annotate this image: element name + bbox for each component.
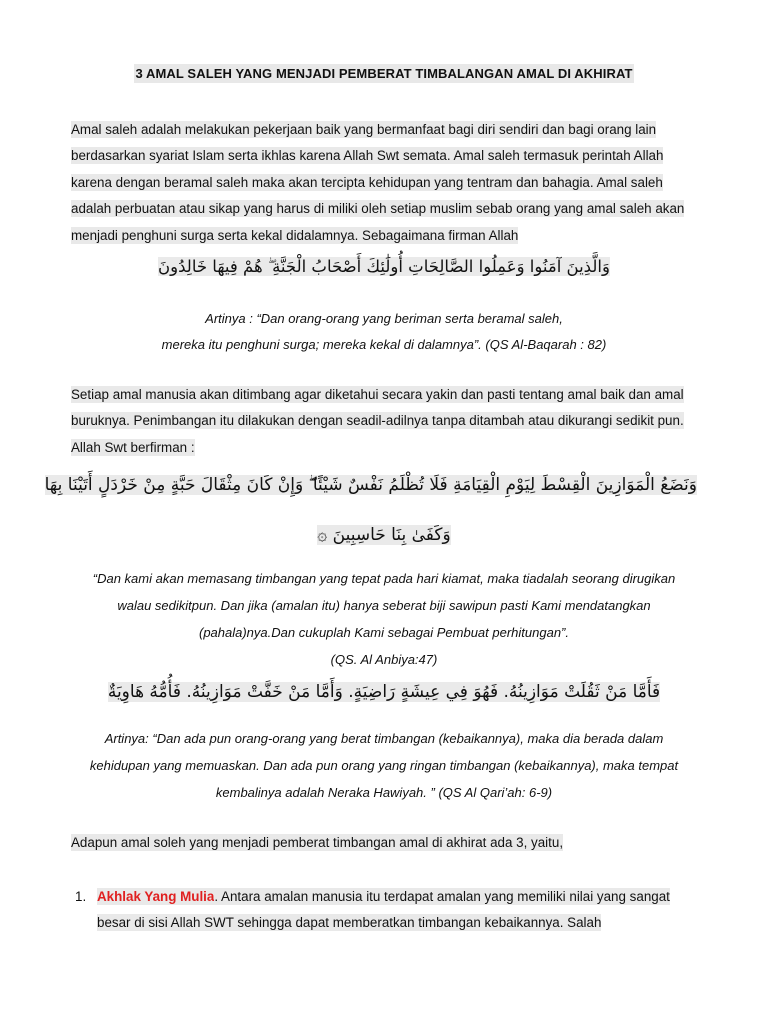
document-title: 3 AMAL SALEH YANG MENJADI PEMBERAT TIMBALANGAN AMAL DI AKHIRAT	[135, 66, 633, 81]
translation-line: Artinya : “Dan orang-orang yang beriman serta beramal saleh,	[205, 311, 563, 326]
translation-line: kehidupan yang memuaskan. Dan ada pun orang yang ringan timbangan (kebaikannya), maka tempat	[89, 758, 679, 773]
translation-anbiya	[71, 565, 697, 673]
paragraph-weighing: Setiap amal manusia akan ditimbang agar diketahui secara yakin dan pasti tentang amal baik dan amal buruknya. Penimbangan itu dilakukan dengan seadil-adilnya tanpa ditambah atau dikurangi sedikit pun. Allah Swt berfirman :	[71, 387, 684, 455]
list-item-heading: Akhlak Yang Mulia	[97, 889, 215, 904]
arabic-verse-baqarah: وَالَّذِينَ آمَنُوا وَعَمِلُوا الصَّالِحَاتِ أُولَٰئِكَ أَصْحَابُ الْجَنَّةِ ۖ هُمْ فِيهَا خَالِدُونَ	[158, 257, 610, 276]
numbered-list	[71, 884, 697, 937]
arabic-verse-anbiya-line2: وَكَفَىٰ بِنَا حَاسِبِينَ ۞	[317, 525, 451, 545]
translation-line: “Dan kami akan memasang timbangan yang tepat pada hari kiamat, maka tiadalah seorang dirugikan	[92, 571, 676, 586]
translation-qariah	[71, 725, 697, 806]
translation-line: Artinya: “Dan ada pun orang-orang yang berat timbangan (kebaikannya), maka dia berada dalam	[104, 731, 664, 746]
arabic-verse-qariah: فَأَمَّا مَنْ ثَقُلَتْ مَوَازِينُهُ. فَهُوَ فِي عِيشَةٍ رَاضِيَةٍ. وَأَمَّا مَنْ خَفَّتْ مَوَازِينُهُ. فَأُمُّهُ هَاوِيَةٌ	[107, 682, 661, 702]
list-item	[71, 884, 697, 937]
verse-reference: (QS. Al Anbiya:47)	[330, 652, 438, 667]
arabic-verse-anbiya-line1: وَنَضَعُ الْمَوَازِينَ الْقِسْطَ لِيَوْمِ الْقِيَامَةِ فَلَا تُظْلَمُ نَفْسٌ شَيْئًا ۖ وَإِنْ كَانَ مِثْقَالَ حَبَّةٍ مِنْ خَرْدَلٍ أَتَيْنَا بِهَا	[44, 475, 697, 495]
translation-line: walau sedikitpun. Dan jika (amalan itu) hanya seberat biji sawipun pasti Kami mendatangkan	[117, 598, 651, 613]
translation-line: mereka itu penghuni surga; mereka kekal di dalamnya”. (QS Al-Baqarah : 82)	[161, 337, 607, 352]
list-item-text: . Antara amalan manusia itu terdapat amalan yang memiliki nilai yang sangat besar di sisi Allah SWT sehingga dapat memberatkan timbangan kebaikannya. Salah	[97, 889, 670, 931]
translation-baqarah	[71, 306, 697, 358]
paragraph-intro: Amal saleh adalah melakukan pekerjaan baik yang bermanfaat bagi diri sendiri dan bagi orang lain berdasarkan syariat Islam serta ikhlas karena Allah Swt semata. Amal saleh termasuk perintah Allah karena dengan beramal saleh maka akan tercipta kehidupan yang tentram dan bahagia. Amal saleh adalah perbuatan atau sikap yang harus di miliki oleh setiap muslim sebab orang yang amal saleh akan menjadi penghuni surga serta kekal didalamnya. Sebagaimana firman Allah	[71, 122, 685, 243]
paragraph-list-intro: Adapun amal soleh yang menjadi pemberat timbangan amal di akhirat ada 3, yaitu,	[71, 835, 564, 850]
translation-line: kembalinya adalah Neraka Hawiyah. ” (QS Al Qari’ah: 6-9)	[215, 785, 553, 800]
list-number: 1.	[75, 889, 87, 904]
translation-line: (pahala)nya.Dan cukuplah Kami sebagai Pembuat perhitungan”.	[198, 625, 569, 640]
list-item-body	[97, 884, 697, 937]
